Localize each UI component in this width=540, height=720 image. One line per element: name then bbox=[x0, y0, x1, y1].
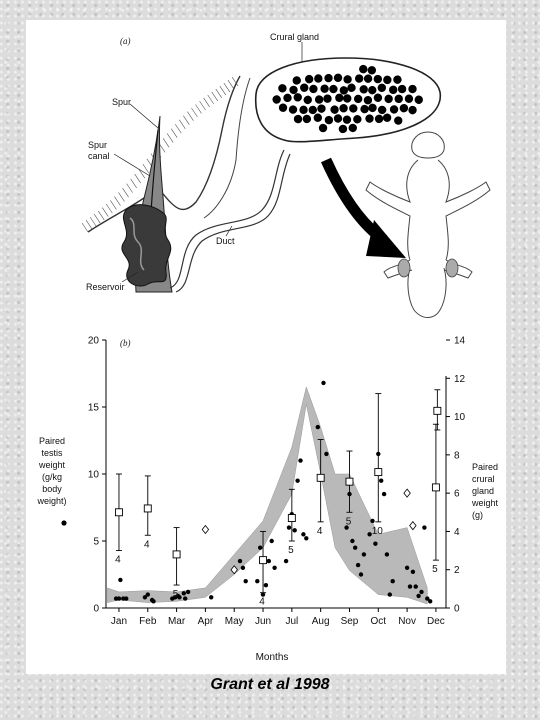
x-axis-tick-label: Jan bbox=[110, 616, 128, 627]
right-axis-tick-label: 12 bbox=[454, 373, 466, 385]
gland-mean-square bbox=[375, 469, 382, 476]
gland-sample-size: 4 bbox=[115, 554, 121, 566]
skin-hair bbox=[98, 211, 104, 220]
testis-point bbox=[295, 479, 299, 483]
panel-a-illustration bbox=[82, 32, 490, 318]
gland-sample-size: 10 bbox=[371, 525, 383, 537]
reservoir-shape bbox=[122, 205, 171, 286]
gland-lobule bbox=[299, 106, 307, 114]
skin-hair bbox=[110, 200, 116, 209]
testis-point bbox=[267, 559, 271, 563]
skin-hair bbox=[135, 174, 141, 183]
testis-point bbox=[321, 381, 325, 385]
gland-mean-square bbox=[115, 509, 122, 516]
skin-hair bbox=[208, 95, 214, 104]
right-axis-tick-label: 8 bbox=[454, 450, 460, 462]
gland-mean-square bbox=[346, 478, 353, 485]
right-axis-label-line-5: (g) bbox=[472, 510, 483, 520]
skin-hair bbox=[187, 112, 193, 121]
skin-hair bbox=[204, 98, 210, 107]
testis-point bbox=[385, 552, 389, 556]
testis-point bbox=[388, 592, 392, 596]
skin-hair bbox=[175, 124, 181, 133]
x-axis-tick-label: May bbox=[224, 616, 244, 627]
testis-point bbox=[183, 596, 187, 600]
right-axis-label-line-3: gland bbox=[472, 486, 495, 496]
testis-point bbox=[379, 479, 383, 483]
skin-hair bbox=[127, 184, 133, 193]
gland-mean-square bbox=[434, 407, 441, 414]
gland-sample-size: 5 bbox=[345, 516, 352, 528]
gland-single-value-diamond bbox=[404, 489, 410, 497]
left-axis-label-line-1: Paired bbox=[38, 436, 66, 446]
testis-point bbox=[362, 552, 366, 556]
testis-point bbox=[356, 563, 360, 567]
testis-point bbox=[124, 596, 128, 600]
testis-point bbox=[301, 532, 305, 536]
testis-point bbox=[298, 458, 302, 462]
left-axis-label-line-5: body bbox=[42, 484, 62, 494]
x-axis-tick-label: Feb bbox=[139, 616, 157, 627]
testis-point bbox=[353, 546, 357, 550]
testis-point bbox=[244, 579, 248, 583]
panel-a-letter: (a) bbox=[120, 36, 131, 46]
testis-point bbox=[391, 579, 395, 583]
x-axis-tick-label: Nov bbox=[398, 616, 417, 627]
gland-single-value-diamond bbox=[202, 526, 208, 534]
label-spur-canal-1: Spur bbox=[88, 140, 108, 150]
testis-point bbox=[151, 599, 155, 603]
skin-hair bbox=[212, 92, 218, 101]
left-axis-tick-label: 10 bbox=[87, 469, 99, 481]
testis-point bbox=[293, 528, 297, 532]
platypus-gland-right bbox=[446, 259, 458, 277]
leader-spur bbox=[130, 104, 158, 128]
left-axis-label-line-4: (g/kg bbox=[41, 472, 63, 482]
testis-point bbox=[241, 566, 245, 570]
left-axis-tick-label: 5 bbox=[93, 536, 99, 548]
testis-point bbox=[264, 583, 268, 587]
testis-point bbox=[270, 539, 274, 543]
skin-hair bbox=[224, 83, 230, 92]
right-axis-tick-label: 4 bbox=[454, 526, 460, 538]
x-axis-tick-label: Apr bbox=[197, 616, 214, 627]
skin-hair bbox=[90, 217, 96, 226]
x-axis-tick-label: Jun bbox=[254, 616, 272, 627]
skin-hair bbox=[191, 108, 197, 117]
left-axis-legend-dot bbox=[61, 520, 66, 525]
right-axis-tick-label: 6 bbox=[454, 488, 460, 500]
panel-b-chart bbox=[36, 336, 498, 664]
skin-hair bbox=[106, 204, 112, 213]
testis-point bbox=[238, 559, 242, 563]
x-axis-tick-label: Jul bbox=[285, 616, 299, 627]
testis-point bbox=[255, 579, 259, 583]
testis-range-band bbox=[107, 387, 427, 604]
platypus-outline bbox=[366, 132, 490, 318]
skin-hair bbox=[102, 208, 108, 217]
skin-inner-line bbox=[204, 78, 250, 218]
skin-hair bbox=[196, 104, 202, 113]
gland-sample-size: 4 bbox=[316, 525, 323, 537]
testis-point bbox=[182, 591, 186, 595]
gland-sample-size: 5 bbox=[288, 545, 294, 556]
testis-point bbox=[411, 570, 415, 574]
right-axis-label-line-1: Paired bbox=[472, 462, 499, 472]
panel-b-letter: (b) bbox=[120, 338, 131, 348]
testis-point bbox=[370, 519, 374, 523]
testis-point bbox=[146, 592, 150, 596]
skin-hair bbox=[167, 133, 173, 142]
gland-mean-square bbox=[432, 484, 439, 491]
skin-hair bbox=[171, 129, 177, 138]
left-axis-label-line-2: testis bbox=[41, 448, 63, 458]
testis-point bbox=[350, 539, 354, 543]
skin-hair bbox=[228, 80, 234, 89]
left-axis-label-line-3: weight bbox=[38, 460, 66, 470]
left-axis-label bbox=[36, 436, 66, 526]
testis-point bbox=[359, 572, 363, 576]
testis-point bbox=[419, 590, 423, 594]
gland-sample-size: 4 bbox=[259, 596, 265, 608]
testis-point bbox=[272, 566, 276, 570]
testis-point bbox=[118, 578, 122, 582]
testis-point bbox=[287, 525, 291, 529]
right-axis-tick-label: 14 bbox=[454, 335, 466, 347]
left-axis-tick-label: 0 bbox=[93, 603, 99, 615]
testis-point bbox=[324, 452, 328, 456]
skin-hair bbox=[114, 197, 120, 206]
testis-point bbox=[428, 599, 432, 603]
testis-point bbox=[422, 525, 426, 529]
gland-mean-square bbox=[288, 515, 295, 522]
testis-point bbox=[414, 584, 418, 588]
skin-hair bbox=[179, 120, 185, 129]
skin-hair bbox=[216, 89, 222, 98]
right-axis-tick-label: 10 bbox=[454, 412, 466, 424]
testis-point bbox=[416, 594, 420, 598]
left-axis-tick-label: 15 bbox=[87, 402, 99, 414]
figure-panel bbox=[26, 20, 506, 674]
x-axis-tick-label: Oct bbox=[370, 616, 387, 627]
left-axis-tick-label: 20 bbox=[87, 335, 99, 347]
duct-outer bbox=[170, 150, 284, 288]
testis-point bbox=[373, 542, 377, 546]
leader-spur-canal bbox=[114, 154, 150, 176]
right-axis-tick-label: 0 bbox=[454, 603, 460, 615]
skin-hair bbox=[123, 188, 129, 197]
testis-point bbox=[284, 559, 288, 563]
testis-point bbox=[405, 566, 409, 570]
x-axis-tick-label: Dec bbox=[427, 616, 445, 627]
label-reservoir: Reservoir bbox=[86, 282, 125, 292]
gland-mean-square bbox=[317, 474, 324, 481]
label-duct: Duct bbox=[216, 236, 235, 246]
testis-point bbox=[258, 546, 262, 550]
skin-hair bbox=[139, 169, 145, 178]
testis-point bbox=[209, 595, 213, 599]
figure-caption: Grant et al 1998 bbox=[210, 676, 330, 693]
testis-point bbox=[316, 425, 320, 429]
skin-hair bbox=[183, 116, 189, 125]
gland-sample-size: 5 bbox=[432, 564, 438, 576]
testis-point bbox=[408, 584, 412, 588]
right-axis-tick-label: 2 bbox=[454, 565, 460, 577]
testis-range-band-layer bbox=[107, 387, 427, 604]
x-axis-label: Months bbox=[255, 652, 289, 663]
skin-hair bbox=[118, 192, 124, 201]
gland-sample-size: 4 bbox=[143, 539, 150, 551]
skin-hair bbox=[82, 223, 88, 232]
skin-hair bbox=[131, 179, 137, 188]
gland-sample-size: 5 bbox=[172, 589, 179, 601]
testis-point bbox=[304, 536, 308, 540]
label-crural-gland: Crural gland bbox=[270, 32, 320, 42]
skin-hair bbox=[86, 220, 92, 229]
right-axis-label-line-2: crural bbox=[472, 474, 495, 484]
testis-point bbox=[382, 492, 386, 496]
skin-hair bbox=[220, 86, 226, 95]
label-spur-canal-2: canal bbox=[88, 151, 110, 161]
testis-point bbox=[186, 590, 190, 594]
x-axis-tick-label: Mar bbox=[167, 616, 186, 627]
label-spur: Spur bbox=[112, 97, 132, 107]
gland-mean-square bbox=[173, 551, 180, 558]
gland-single-value-diamond bbox=[410, 522, 416, 530]
skin-hair bbox=[143, 164, 149, 173]
skin-hair bbox=[94, 214, 100, 223]
figure-canvas bbox=[26, 20, 506, 674]
gland-mean-square bbox=[144, 505, 151, 512]
right-axis-label-line-4: weight bbox=[472, 498, 499, 508]
skin-hair bbox=[200, 101, 206, 110]
x-axis-tick-label: Sep bbox=[340, 616, 359, 627]
left-axis-label-line-6: weight) bbox=[37, 496, 67, 506]
testis-point bbox=[117, 596, 121, 600]
right-axis-label bbox=[471, 462, 499, 520]
gland-mean-square bbox=[260, 557, 267, 564]
platypus-gland-left bbox=[398, 259, 410, 277]
x-axis-tick-label: Aug bbox=[311, 616, 330, 627]
skin-hair bbox=[163, 138, 169, 147]
